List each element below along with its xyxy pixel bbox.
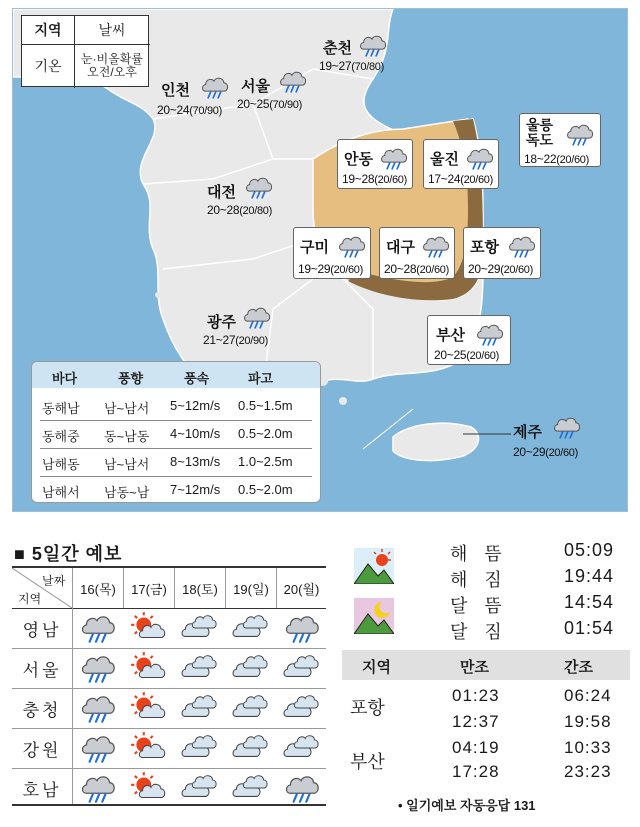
sea-cell: 8~13m/s bbox=[170, 454, 221, 469]
rain-cloud-icon bbox=[78, 612, 118, 644]
sunset-time: 19:44 bbox=[564, 566, 615, 586]
rain-cloud-icon bbox=[282, 612, 322, 644]
sea-cell: 0.5~2.0m bbox=[238, 426, 293, 441]
forecast-title: ■ 5일간 예보 bbox=[14, 544, 123, 564]
rain-cloud-icon bbox=[78, 732, 118, 764]
moonset-label: 달 짐 bbox=[450, 622, 508, 642]
day-header: 18(토) bbox=[174, 568, 225, 608]
rain-cloud-icon bbox=[199, 73, 229, 101]
sea-cell: 0.5~2.0m bbox=[238, 482, 293, 497]
moonrise-time: 14:54 bbox=[564, 592, 615, 612]
sea-forecast-table bbox=[31, 361, 321, 503]
city-ulleung-dokdo: 울릉 독도 18~22(20/60) bbox=[519, 113, 601, 167]
sun-cloud-icon bbox=[129, 732, 169, 764]
cloudy-icon bbox=[282, 692, 322, 724]
tide-location: 포항 bbox=[350, 698, 385, 718]
corner-date-label: 날짜 bbox=[42, 574, 66, 588]
rain-cloud-icon bbox=[78, 692, 118, 724]
rain-cloud-icon bbox=[241, 303, 271, 331]
day-header: 16(목) bbox=[72, 568, 123, 608]
map-legend bbox=[21, 15, 149, 87]
tide-low-time: 10:33 bbox=[564, 738, 612, 757]
rain-cloud-icon bbox=[357, 31, 387, 59]
rain-cloud-icon bbox=[282, 772, 322, 804]
land-islet bbox=[155, 292, 161, 298]
legend-precip: 눈·비올확률 오전/오후 bbox=[81, 52, 143, 79]
cloudy-icon bbox=[180, 772, 220, 804]
rain-cloud-icon bbox=[78, 772, 118, 804]
rain-cloud-icon bbox=[506, 232, 536, 260]
sea-cell: 남~남서 bbox=[104, 401, 150, 416]
tide-high-time: 01:23 bbox=[452, 686, 500, 705]
cloudy-icon bbox=[231, 732, 271, 764]
legend-weather: 날씨 bbox=[98, 21, 126, 38]
corner-region-label: 지역 bbox=[18, 592, 42, 606]
city-daejeon: 대전 20~28(20/80) bbox=[205, 171, 285, 221]
forecast-phone-note: • 일기예보 자동응답 131 bbox=[398, 798, 536, 813]
cloudy-icon bbox=[282, 652, 322, 684]
moonset-time: 01:54 bbox=[564, 618, 615, 638]
sea-cell: 4~10m/s bbox=[170, 426, 221, 441]
city-uljin: 울진 17~24(20/60) bbox=[423, 139, 499, 189]
tide-header-low: 간조 bbox=[564, 659, 593, 676]
city-seoul: 서울 20~25(70/90) bbox=[235, 65, 315, 115]
region-label: 서울 bbox=[22, 660, 62, 680]
rain-cloud-icon bbox=[277, 67, 307, 95]
sea-header: 풍향 bbox=[118, 371, 144, 386]
sea-cell: 7~12m/s bbox=[170, 482, 221, 497]
rain-cloud-icon bbox=[464, 144, 494, 172]
land-islet bbox=[339, 397, 347, 405]
sea-cell: 남동~남 bbox=[104, 485, 150, 500]
region-label: 강원 bbox=[22, 740, 62, 760]
cloudy-icon bbox=[231, 692, 271, 724]
cloudy-icon bbox=[180, 612, 220, 644]
sea-header: 풍속 bbox=[184, 371, 210, 386]
sunrise-time: 05:09 bbox=[564, 540, 615, 560]
city-gumi: 구미 19~29(20/60) bbox=[293, 227, 371, 279]
sun-cloud-icon bbox=[129, 772, 169, 804]
sun-moon-times bbox=[346, 540, 628, 644]
sea-cell: 동해남 bbox=[42, 401, 80, 416]
rain-cloud-icon bbox=[78, 652, 118, 684]
day-header: 20(월) bbox=[276, 568, 326, 608]
cloudy-icon bbox=[282, 732, 322, 764]
rain-cloud-icon bbox=[420, 232, 450, 260]
tide-location: 부산 bbox=[350, 752, 385, 772]
sun-cloud-icon bbox=[129, 652, 169, 684]
tide-header-region: 지역 bbox=[362, 659, 391, 676]
day-header: 19(일) bbox=[225, 568, 276, 608]
sea-cell: 동해중 bbox=[42, 429, 80, 444]
cloudy-icon bbox=[180, 692, 220, 724]
sea-header: 바다 bbox=[52, 371, 78, 386]
sea-cell: 1.0~2.5m bbox=[238, 454, 293, 469]
city-busan: 부산 20~25(20/60) bbox=[427, 315, 511, 365]
moonrise-label: 달 뜸 bbox=[450, 596, 508, 616]
rain-cloud-icon bbox=[474, 320, 504, 348]
tide-high-time: 17:28 bbox=[452, 762, 500, 781]
city-pohang: 포항 20~29(20/60) bbox=[463, 227, 541, 279]
city-jeju: 제주 20~29(20/60) bbox=[509, 411, 593, 463]
city-incheon: 인천 20~24(70/90) bbox=[153, 71, 235, 121]
sea-cell: 5~12m/s bbox=[170, 398, 221, 413]
rain-cloud-icon bbox=[378, 144, 408, 172]
sun-cloud-icon bbox=[129, 612, 169, 644]
sea-cell: 남해서 bbox=[42, 485, 80, 500]
sea-cell: 동~남동 bbox=[104, 429, 150, 444]
rain-cloud-icon bbox=[336, 232, 366, 260]
city-chuncheon: 춘천 19~27(70/80) bbox=[317, 31, 397, 77]
tide-low-time: 19:58 bbox=[564, 712, 612, 731]
cloudy-icon bbox=[231, 612, 271, 644]
tide-low-time: 23:23 bbox=[564, 762, 612, 781]
region-label: 영남 bbox=[22, 620, 62, 640]
sun-cloud-icon bbox=[129, 692, 169, 724]
city-gwangju: 광주 21~27(20/90) bbox=[201, 301, 281, 351]
five-day-forecast-table bbox=[12, 566, 326, 806]
sea-header: 파고 bbox=[248, 371, 274, 386]
rain-cloud-icon bbox=[551, 413, 581, 441]
cloudy-icon bbox=[180, 732, 220, 764]
sunset-label: 해 짐 bbox=[450, 570, 508, 590]
cloudy-icon bbox=[180, 652, 220, 684]
legend-temp: 기온 bbox=[34, 57, 62, 74]
tide-high-time: 12:37 bbox=[452, 712, 500, 731]
sea-cell: 남~남서 bbox=[104, 457, 150, 472]
weather-map bbox=[12, 8, 628, 512]
region-label: 충청 bbox=[22, 700, 62, 720]
tide-high-time: 04:19 bbox=[452, 738, 500, 757]
city-daegu: 대구 20~28(20/60) bbox=[379, 227, 455, 279]
sunrise-icon bbox=[354, 548, 394, 584]
jeju-leader-line bbox=[463, 429, 513, 439]
tide-header-high: 만조 bbox=[460, 659, 489, 676]
legend-region: 지역 bbox=[34, 21, 62, 38]
moonrise-icon bbox=[354, 598, 394, 634]
cloudy-icon bbox=[231, 772, 271, 804]
cloudy-icon bbox=[231, 652, 271, 684]
day-header: 17(금) bbox=[123, 568, 174, 608]
city-andong: 안동 19~28(20/60) bbox=[337, 139, 413, 189]
sunrise-label: 해 뜸 bbox=[450, 544, 508, 564]
tide-table bbox=[342, 650, 630, 790]
sea-cell: 0.5~1.5m bbox=[238, 398, 293, 413]
rain-cloud-icon bbox=[564, 120, 594, 148]
region-label: 호남 bbox=[22, 780, 62, 800]
rain-cloud-icon bbox=[243, 173, 273, 201]
tide-low-time: 06:24 bbox=[564, 686, 612, 705]
sea-cell: 남해동 bbox=[42, 457, 80, 472]
